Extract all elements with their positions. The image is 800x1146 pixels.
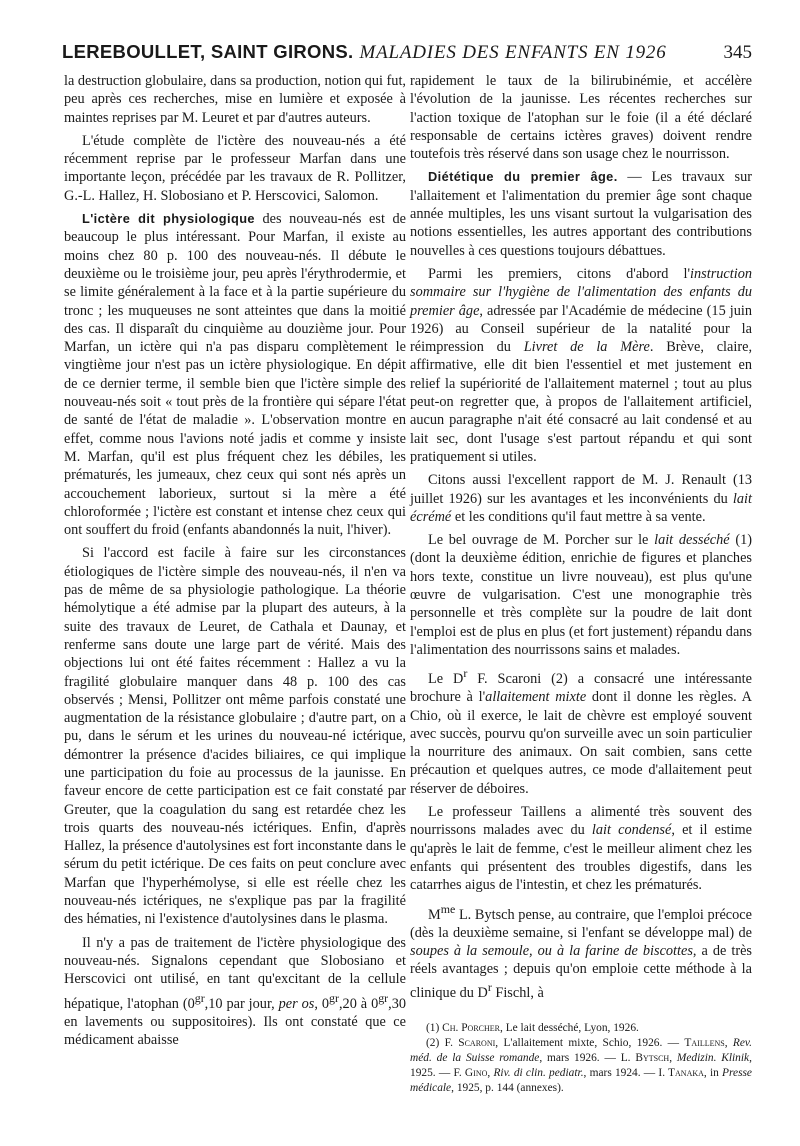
paragraph: Parmi les premiers, citons d'abord l'instruction sommaire sur l'hygiène de l'alimentation des enfants du premier âge, adressée par l'Académie de médecine (15 juin 1926) au Conseil supérieur de la natalité pour la réimpression du Livret de la Mère. Brève, claire, affirmative, elle dit bien l'essentiel et met justement en relief la supériorité de l'allaitement maternel ; tout au plus peut-on regretter que, à propos de l'allaitement artificiel, aucun paragraphe n'ait été consacré au lait condensé et au lait sec, dont l'usage s'est partout répandu et qui sont pratiquement si utiles. [410,265,753,465]
paragraph: Le $D^r$ F. Scaroni (2) a consacré une intéressante brochure à l'allaitement mixte dont il donne les règles. A Chio, où il exerce, le lait de chèvre est employé souvent avec succès, pourvu qu'on surveille avec un soin particulier la nourriture des animaux. On sait combien, sans cette précaution et quelques autres, ce mode d'allaitement peut réserver de déboires. [410,666,752,797]
paragraph: L'ictère dit physiologique des nouveau-nés est de beaucoup le plus intéressant. Pour Marfan, il existe au moins chez 80 p. 100 des nouveau-nés. Il débute le deuxième ou le troisième jour, peu après l'érythrodermie, et se limite généralement à la face et à la partie supérieure du tronc ; les muqueuses ne sont atteintes que dans la moitié des cas. Il disparaît du cinquième au douzième jour. Pour Marfan, un ictère qui n'a pas disparu complètement le vingtième jour n'est pas un ictère physiologique. En dépit de ce dernier terme, il semble bien que l'ictère simple des nouveau-nés soit « tout près de la frontière qui sépare l'état de santé de l'état de maladie ». L'observation montre en effet, comme nous l'avions noté jadis et comme y insiste M. Marfan, qu'il est plus fréquent chez les débiles, les prématurés, les jumeaux, chez ceux qui sont nés après un accouchement laborieux, surtout si la mère a été chloroformée ; l'ictère est constant et intense chez ceux qui ont souffert du froid (enfants abandonnés la nuit, l'hiver). [64,211,407,539]
footnote: (2) F. Scaroni, L'allaitement mixte, Schio, 1926. — Taillens, Rev. méd. de la Suisse romande, mars 1926. — L. Bytsch, Medizin. Klinik, 1925. — F. Gino, Riv. di clin. pediatr., mars 1924. — I. Tanaka, in Presse médicale, 1925, p. 144 (annexes). [410,1036,752,1095]
section-lead: Diététique du premier âge. [428,169,618,185]
paragraph: Il n'y a pas de traitement de l'ictère physiologique des nouveau-nés. Signalons cependant que Slobosiano et Herscovici ont utilisé, en tant qu'excitant de la cellule hépatique, l'atophan ($0^{gr},10$ par jour, per os, $0^{gr},20$ à $0^{gr},30$ en lavements ou suppositoires). Ils ont constaté que ce médicament abaisse [64,934,407,1048]
paragraph: rapidement le taux de la bilirubinémie, et accélère l'évolution de la jaunisse. Les récentes recherches sur l'action toxique de l'atophan sur le foie (il a été déclaré responsable de certains ictères graves) doivent rendre toutefois très réservé dans son usage chez le nourrisson. [410,73,752,163]
header-title: MALADIES DES ENFANTS EN 1926 [359,42,667,63]
running-header [62,41,752,65]
page-number: 345 [723,42,752,63]
paragraph: Si l'accord est facile à faire sur les circonstances étiologiques de l'ictère simple des nouveau-nés, il n'en va pas de même de sa physiologie pathologique. La théorie hémolytique a été admise par la plupart des auteurs, à la suite des travaux de Leuret, de Cathala et Daunay, et renferme sans doute une large part de vérité. Mais des objections lui ont été faites récemment : Hallez a vu la fragilité globulaire manquer dans 48 p. 100 des cas observés ; Mensi, Pollitzer ont même parfois constaté une augmentation de la résistance globulaire ; d'autre part, on a pu, dans le sérum et les urines du nouveau-né ictérique, démontrer la présence d'acides biliaires, ce qui implique une participation du foie au processus de la jaunisse. En faveur encore de cette participation est ce fait constaté par Greuter, que la coagulation du sang est retardée chez les trois quarts des nouveau-nés ictériques. Enfin, d'après Hallez, la présence d'autolysines est fort inconstante dans le sérum du petit ictérique. De ces faits on peut conclure avec Marfan que l'hyperhémolyse, si elle est réelle chez les nouveau-nés ictériques, ne s'explique pas par la fragilité des hématies, ni l'existence d'autolysines dans le plasma. [64,545,407,928]
header-authors: LEREBOULLET, SAINT GIRONS. [62,41,354,62]
paragraph: Diététique du premier âge. — Les travaux sur l'allaitement et l'alimentation du premier âge sont chaque année multiples, les uns visant surtout la vulgarisation des notions essentielles, les autres apportant des contributions nouvelles à ces questions toujours débattues. [410,169,752,259]
paragraph: Le bel ouvrage de M. Porcher sur le lait desséché (1) (dont la deuxième édition, enrichie de figures et planches hors texte, constitue un livre nouveau), est plus qu'une œuvre de vulgarisation. C'est une monographie très personnelle et très complète sur la poudre de lait dont l'emploi est de plus en plus (et fort justement) répandu dans l'alimentation des nourrissons sains et malades. [410,532,753,658]
left-column [64,72,406,1054]
paragraph: $M^{me}$ L. Bytsch pense, au contraire, que l'emploi précoce (dès la deuxième semaine, si l'enfant se développe mal) de soupes à la semoule, ou à la farine de biscottes, a de très réels avantages ; depuis qu'on emploie cette méthode à la clinique du $D^r$ Fischl, à [410,901,752,1002]
paragraph: Citons aussi l'excellent rapport de M. J. Renault (13 juillet 1926) sur les avantages et les inconvénients du lait écrémé et les conditions qu'il faut mettre à sa vente. [410,472,752,525]
paragraph: Le professeur Taillens a alimenté très souvent des nourrissons malades avec du lait condensé, et il estime qu'après le lait de femme, c'est le meilleur aliment chez les enfants qui présentent des troubles digestifs, dans les catarrhes aigus de l'intestin, et chez les prématurés. [410,804,752,894]
paragraph: la destruction globulaire, dans sa production, notion qui fut, peu après ces recherches, mise en lumière et exposée à maintes reprises par M. Leuret et par d'autres auteurs. [64,73,406,126]
paragraph: L'étude complète de l'ictère des nouveau-nés a été récemment reprise par le professeur Marfan dans une importante leçon, précédée par les travaux de R. Pollitzer, G.-L. Hallez, H. Slobosiano et P. Herscovici, Salomon. [64,132,406,204]
right-column [410,72,752,1097]
footnote: (1) Ch. Porcher, Le lait desséché, Lyon, 1926. [426,1021,639,1034]
footnotes [410,1021,752,1097]
section-lead: L'ictère dit physiologique [82,211,255,227]
